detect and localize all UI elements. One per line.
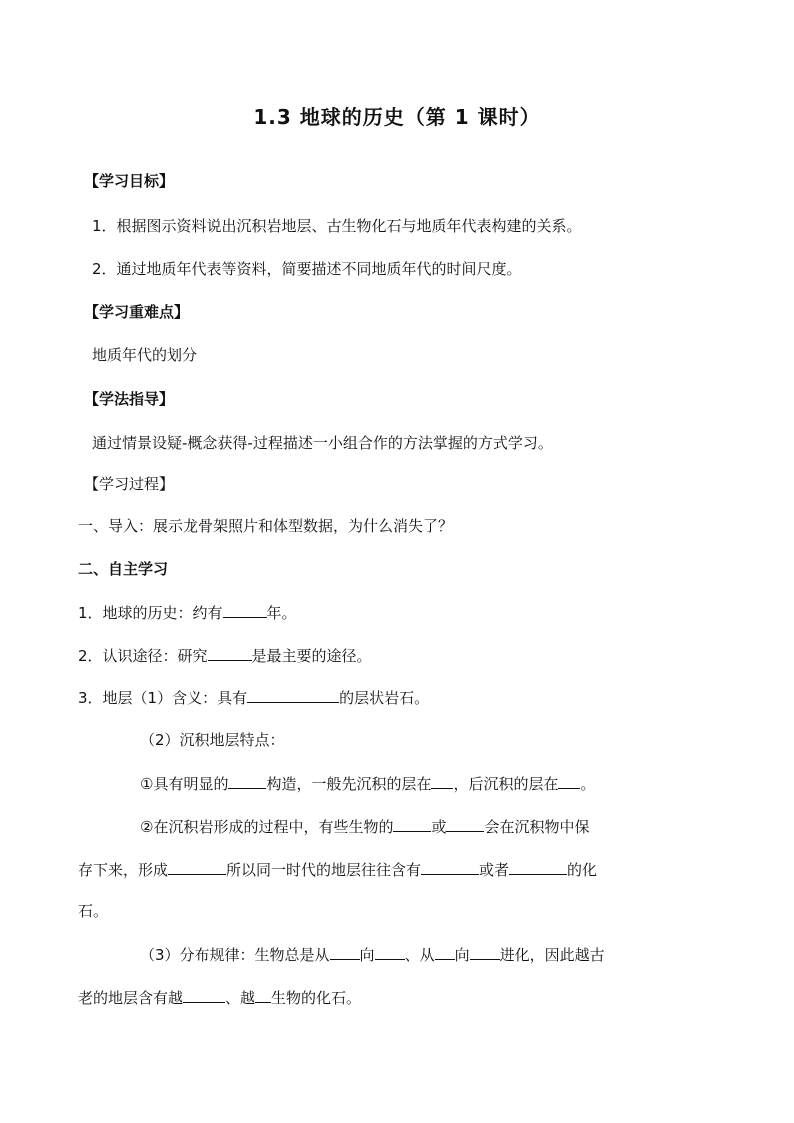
question-3 [78,686,429,709]
key-points-heading: 【学习重难点】 [84,303,190,321]
answer-blank [228,772,266,789]
feature-1 [140,772,596,795]
process-heading: 【学习过程】 [84,475,175,493]
distribution-end: 生物的化石。 [271,989,362,1007]
distribution-line-1 [140,943,605,966]
self-study-heading: 二、自主学习 [78,560,169,578]
question-1-end: 年。 [266,604,297,622]
answer-blank [558,772,580,789]
method-heading: 【学法指导】 [84,390,175,408]
answer-blank [435,943,455,960]
question-2 [78,644,372,667]
question-3-text: 3．地层（1）含义：具有 [78,689,248,707]
feature-2-text: ②在沉积岩形成的过程中，有些生物的 [140,818,394,836]
objective-item-2: 2．通过地质年代表等资料，简要描述不同地质年代的时间尺度。 [92,260,522,278]
distribution-text-4: 、越 [225,989,256,1007]
answer-blank [168,858,226,875]
distribution-from: 、从 [404,946,435,964]
question-1-text: 1．地球的历史：约有 [78,604,223,622]
feature-2-or: 或 [431,818,447,836]
answer-blank [183,986,225,1003]
answer-blank [421,858,479,875]
intro-line: 一、导入：展示龙骨架照片和体型数据，为什么消失了？ [78,517,454,535]
feature-2-text-5: 的化 [567,861,598,879]
feature-2-line-1 [140,815,589,838]
answer-blank [509,858,567,875]
objective-item-1: 1．根据图示资料说出沉积岩地层、古生物化石与地质年代表构建的关系。 [92,217,582,235]
answer-blank [330,943,360,960]
question-3-part-2: （2）沉积地层特点： [140,731,285,749]
answer-blank [375,943,405,960]
method-text: 通过情景设疑-概念获得-过程描述一小组合作的方法掌握的方式学习。 [92,434,553,452]
answer-blank [470,943,500,960]
feature-2-or-2: 或者 [479,861,510,879]
answer-blank [247,686,339,703]
question-2-end: 是最主要的途径。 [251,647,372,665]
objectives-heading: 【学习目标】 [84,172,175,190]
answer-blank [446,815,484,832]
distribution-text: （3）分布规律：生物总是从 [140,946,330,964]
distribution-line-2 [78,986,361,1009]
answer-blank [208,644,252,661]
feature-2-text-3: 存下来，形成 [78,861,169,879]
distribution-to: 向 [359,946,375,964]
feature-2-text-2: 会在沉积物中保 [484,818,590,836]
feature-1-text-3: ，后沉积的层在 [453,775,559,793]
page-title: 1.3 地球的历史（第 1 课时） [253,105,541,129]
answer-blank [393,815,431,832]
answer-blank [255,986,271,1003]
feature-1-text-2: 构造，一般先沉积的层在 [266,775,432,793]
answer-blank [431,772,453,789]
distribution-text-3: 老的地层含有越 [78,989,184,1007]
question-2-text: 2．认识途径：研究 [78,647,208,665]
feature-2-line-2 [78,858,597,881]
feature-1-text: ①具有明显的 [140,775,229,793]
key-points-text: 地质年代的划分 [92,346,198,364]
feature-2-text-4: 所以同一时代的地层往往含有 [226,861,422,879]
feature-2-line-3: 石。 [78,902,109,920]
feature-1-end: 。 [580,775,596,793]
distribution-text-2: 进化，因此越古 [499,946,605,964]
question-3-end: 的层状岩石。 [339,689,430,707]
question-1 [78,601,297,624]
answer-blank [223,601,267,618]
distribution-to-2: 向 [454,946,470,964]
